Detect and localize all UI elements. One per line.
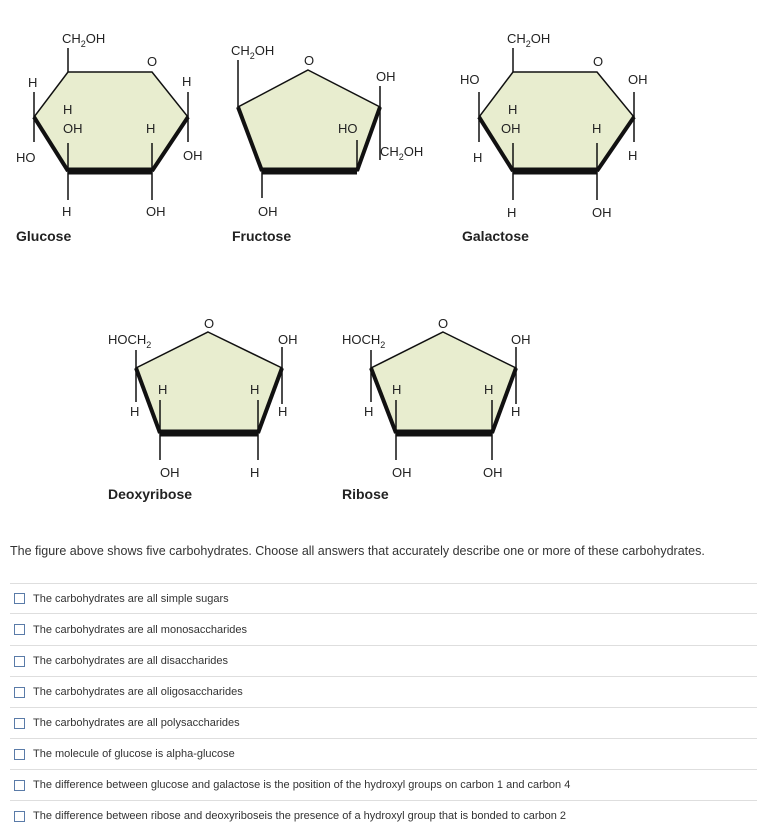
option-label: The carbohydrates are all disaccharides (33, 655, 229, 667)
galactose-ring-oxygen: O (593, 54, 604, 69)
fructose-oh-bottom: OH (258, 204, 278, 219)
option-glucose-galactose-difference[interactable] (10, 769, 757, 800)
option-label: The carbohydrates are all oligosaccharides (33, 686, 243, 698)
glucose-h-bottom: H (62, 204, 72, 219)
glucose-ch2oh-label: $CH_2OH$ (62, 31, 106, 49)
deoxyribose-ring-oxygen: O (204, 316, 215, 331)
glucose-structure (16, 31, 203, 244)
fructose-ho-c3: HO (338, 121, 358, 136)
question-prompt: The figure above shows five carbohydrates. Choose all answers that accurately describe one or more of these carbohydrates. (10, 544, 705, 558)
option-label: The carbohydrates are all monosaccharides (33, 623, 248, 636)
fructose-ring (238, 70, 380, 171)
checkbox-icon[interactable] (14, 811, 25, 822)
deoxyribose-h-c4: H (130, 404, 140, 419)
glucose-h-c3: H (146, 121, 156, 136)
deoxyribose-h-c1: H (278, 404, 288, 419)
glucose-oh-c2: OH (183, 148, 203, 163)
option-alpha-glucose[interactable] (10, 738, 757, 769)
option-simple-sugars[interactable] (10, 583, 757, 613)
fructose-structure (231, 43, 423, 244)
ribose-h-c3: H (392, 382, 402, 397)
glucose-oh-bottom: OH (146, 204, 166, 219)
galactose-oh-bottom: OH (592, 205, 612, 220)
glucose-h-c5: H (182, 74, 192, 89)
ribose-caption: Ribose (342, 486, 389, 502)
galactose-structure (460, 31, 648, 244)
fructose-ch2oh-top: $CH_2OH$ (231, 43, 275, 61)
fructose-ch2oh-right: $CH_2OH$ (380, 144, 424, 162)
option-monosaccharides[interactable] (10, 613, 757, 645)
ribose-hoch2-label: $HOCH_2$ (342, 332, 386, 350)
fructose-caption: Fructose (232, 228, 292, 244)
glucose-h-c1: H (28, 75, 38, 90)
checkbox-icon[interactable] (14, 718, 25, 729)
option-label: The difference between glucose and galactose is the position of the hydroxyl groups on carbon 1 and carbon 4 (33, 779, 571, 791)
checkbox-icon[interactable] (14, 780, 25, 791)
ribose-h-c1: H (511, 404, 521, 419)
galactose-caption: Galactose (462, 228, 529, 244)
checkbox-icon[interactable] (14, 624, 25, 635)
glucose-oh-c4: OH (63, 121, 83, 136)
deoxyribose-structure (108, 316, 298, 502)
galactose-h-left: H (473, 150, 483, 165)
checkbox-icon[interactable] (14, 656, 25, 667)
deoxyribose-h-bottom: H (250, 465, 260, 480)
checkbox-icon[interactable] (14, 687, 25, 698)
deoxyribose-h-c2: H (250, 382, 260, 397)
option-label: The difference between ribose and deoxyriboseis the presence of a hydroxyl group that is bonded to carbon 2 (33, 810, 567, 822)
galactose-oh-c3: OH (501, 121, 521, 136)
galactose-ho-c4: HO (460, 72, 480, 87)
ribose-oh-bottom-left: OH (392, 465, 412, 480)
option-oligosaccharides[interactable] (10, 676, 757, 707)
ribose-h-c4: H (364, 404, 374, 419)
answer-options (10, 583, 757, 831)
galactose-h-bottom: H (507, 205, 517, 220)
ribose-structure (342, 316, 531, 502)
option-ribose-deoxyribose-difference[interactable] (10, 800, 757, 831)
glucose-ring-oxygen: O (147, 54, 158, 69)
ribose-oh-bottom-right: OH (483, 465, 503, 480)
galactose-h-c4: H (508, 102, 518, 117)
galactose-ch2oh-label: $CH_2OH$ (507, 31, 551, 49)
glucose-ho-c1: HO (16, 150, 36, 165)
checkbox-icon[interactable] (14, 749, 25, 760)
galactose-oh-c1: OH (628, 72, 648, 87)
option-polysaccharides[interactable] (10, 707, 757, 738)
deoxyribose-oh-c1: OH (278, 332, 298, 347)
glucose-caption: Glucose (16, 228, 72, 244)
deoxyribose-h-c3: H (158, 382, 168, 397)
checkbox-icon[interactable] (14, 593, 25, 604)
galactose-h-c2: H (592, 121, 602, 136)
ribose-ring-oxygen: O (438, 316, 449, 331)
option-label: The carbohydrates are all polysaccharides (33, 717, 240, 729)
fructose-oh-c2: OH (376, 69, 396, 84)
glucose-h-c4: H (63, 102, 73, 117)
ribose-h-c2: H (484, 382, 494, 397)
deoxyribose-caption: Deoxyribose (108, 486, 193, 502)
option-label: The molecule of glucose is alpha-glucose (33, 748, 235, 760)
ribose-oh-c1: OH (511, 332, 531, 347)
fructose-ring-oxygen: O (304, 53, 315, 68)
option-disaccharides[interactable] (10, 645, 757, 676)
deoxyribose-oh-bottom: OH (160, 465, 180, 480)
deoxyribose-hoch2-label: $HOCH_2$ (108, 332, 152, 350)
option-label: The carbohydrates are all simple sugars (33, 592, 229, 605)
galactose-h-right: H (628, 148, 638, 163)
